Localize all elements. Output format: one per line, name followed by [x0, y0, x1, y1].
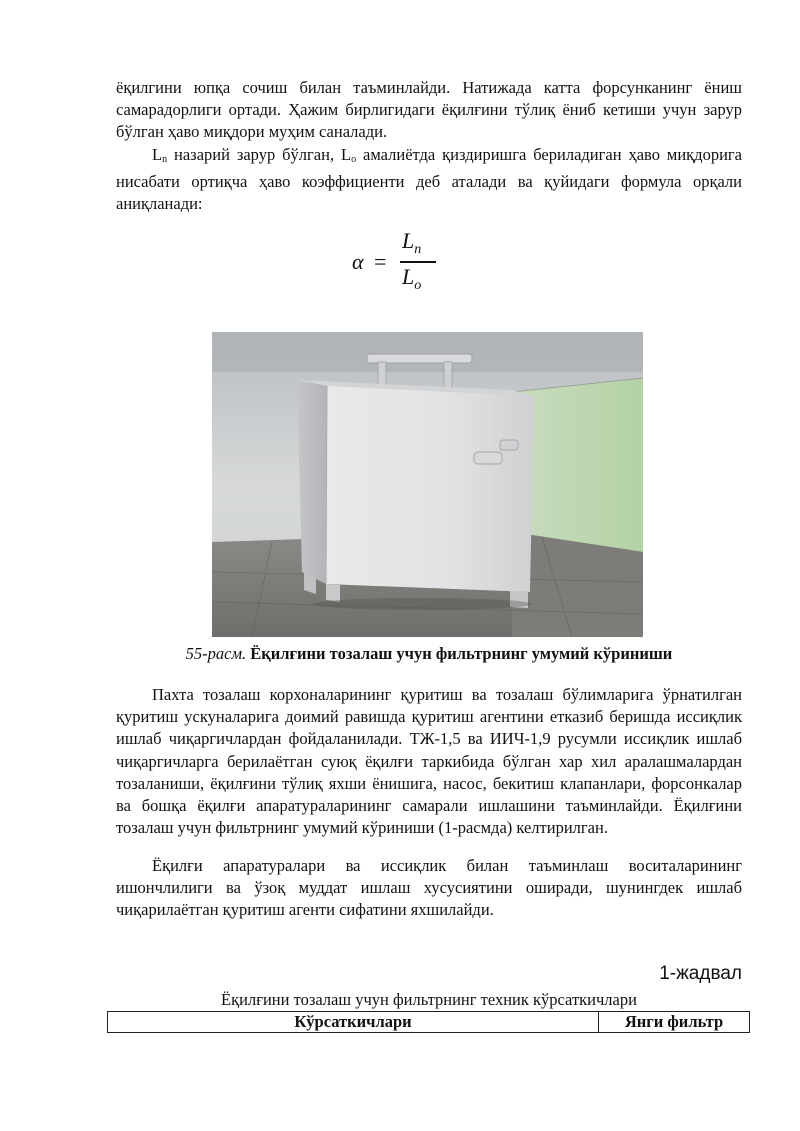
table-title: Ёқилғини тозалаш учун фильтрнинг техник кўрсаткичлари [221, 990, 637, 1009]
table-header-indicators: Кўрсаткичлари [108, 1012, 599, 1032]
formula-numerator [402, 228, 422, 257]
paragraph-4: Ёқилғи апаратуралари ва иссиқлик билан таъминлаш воситаларининг ишончлилиги ва ўзоқ муддат ишлаш хусусиятини оширади, шунингдек ишлаб чиқарилаётган қуритиш агенти сифатини яхшилайди. [116, 856, 742, 920]
formula-denominator [402, 264, 422, 293]
denominator-subscript: o [414, 278, 422, 293]
paragraph-3: Пахта тозалаш корхоналарининг қуритиш ва тозалаш бўлимларига ўрнатилган қуритиш ускуналарига доимий равишда қуритиш агентини етказиб беришда иссиқлик ишлаб чиқаргичлардан фойдаланилади. ТЖ-1,5 ва ИИЧ-1,9 русумли иссиқлик ишлаб чиқаргичларга берилаётган суюқ ёқилғи таркибида бўлган хар хил аралашмалардан тозаланиши, ёқилғини тўлиқ яхши ёнишига, насос, бекитиш клапанлари, форсонкалар ва бошқа ёқилғи апаратураларининг самарали ишлашини таъминлайди. Ёқилғини тозалаш учун фильтрнинг умумий кўриниши (1-расмда) келтирилган. [116, 685, 742, 838]
paragraph-2 [116, 144, 742, 216]
figure-caption [116, 643, 742, 665]
lo-subscript: o [351, 154, 357, 165]
table-label: 1-жадвал [659, 963, 742, 984]
figure-number: 55-расм. [185, 644, 247, 663]
formula-equals: = [374, 249, 387, 274]
fraction-bar [400, 261, 436, 263]
alpha-formula [352, 228, 452, 298]
fuel-filter-photo [212, 332, 643, 637]
figure-title: Ёқилғини тозалаш учун фильтрнинг умумий кўриниши [250, 644, 673, 663]
lo-symbol: L [341, 145, 352, 164]
numerator-symbol: L [402, 228, 415, 253]
paragraph-2-mid: назарий зарур бўлган, [167, 145, 341, 164]
paragraph-1: ёқилгини юпқа сочиш билан таъминлайди. Натижада катта форсунканинг ёниш самарадорлиги ортади. Ҳажим бирлигидаги ёқилғини тўлиқ ёниб кетиши учун зарур бўлган ҳаво миқдори муҳим саналади. [116, 78, 742, 142]
paragraph-2-rest: амалиётда қиздиришга бериладиган ҳаво миқдорига нисабати ортиқча ҳаво коэффициенти деб аталади ва қуйидаги формула орқали аниқланади: [116, 145, 742, 214]
denominator-symbol: L [402, 264, 415, 289]
numerator-subscript: n [414, 242, 422, 257]
formula-alpha: α [352, 249, 364, 274]
spec-table-header-row [107, 1011, 750, 1033]
table-header-new-filter: Янги фильтр [624, 1012, 724, 1031]
ln-symbol: L [152, 145, 163, 164]
ln-subscript: n [162, 154, 168, 165]
